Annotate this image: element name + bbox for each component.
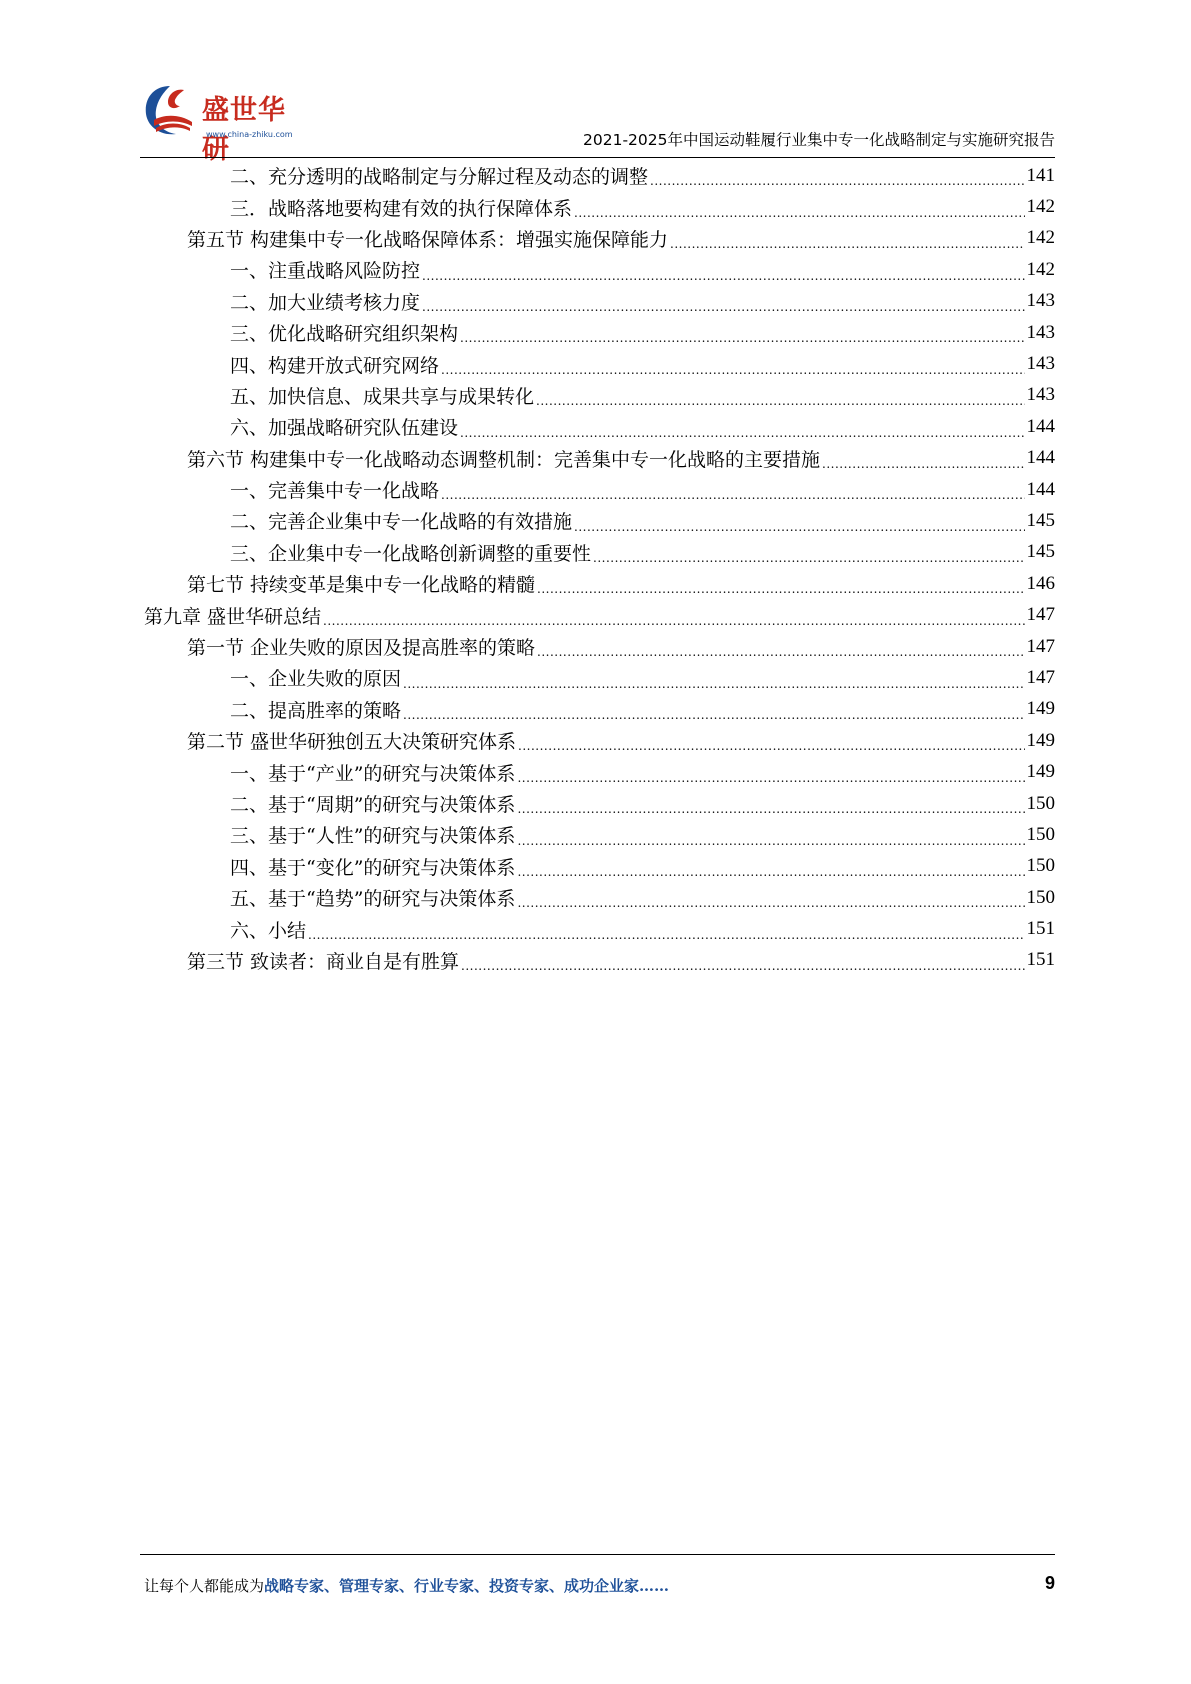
toc-entry[interactable]: [140, 317, 1055, 348]
toc-entry[interactable]: [140, 254, 1055, 285]
toc-entry-title: 第六节 构建集中专一化战略动态调整机制：完善集中专一化战略的主要措施: [187, 448, 821, 471]
toc-entry-title: 第三节 致读者：商业自是有胜算: [187, 950, 460, 973]
logo-url: www.china-zhiku.com: [206, 130, 293, 139]
toc-entry-title: 三、企业集中专一化战略创新调整的重要性: [230, 542, 592, 565]
page-header: [140, 80, 1055, 165]
toc-entry[interactable]: [140, 443, 1055, 474]
toc-entry-page: 151: [1026, 949, 1055, 971]
toc-entry[interactable]: [140, 694, 1055, 725]
toc-entry-title: 二、充分透明的战略制定与分解过程及动态的调整: [230, 166, 649, 189]
toc-dot-leader: [441, 360, 1024, 380]
toc-dot-leader: [650, 171, 1024, 191]
toc-entry-title: 二、完善企业集中专一化战略的有效措施: [230, 511, 573, 534]
toc-entry-title: 三、基于“人性”的研究与决策体系: [230, 825, 516, 848]
toc-entry-title: 二、提高胜率的策略: [230, 699, 402, 722]
toc-entry-page: 147: [1026, 604, 1055, 626]
toc-entry-page: 143: [1026, 290, 1055, 312]
toc-entry[interactable]: [140, 662, 1055, 693]
toc-entry-title: 五、基于“趋势”的研究与决策体系: [230, 888, 516, 911]
toc-entry[interactable]: [140, 851, 1055, 882]
toc-entry-title: 第九章 盛世华研总结: [144, 605, 322, 628]
toc-entry-title: 二、基于“周期”的研究与决策体系: [230, 794, 516, 816]
slogan-prefix: 让每个人都能成为: [144, 1577, 265, 1595]
toc-entry-title: 一、基于“产业”的研究与决策体系: [230, 762, 516, 785]
company-logo: [140, 80, 300, 165]
toc-dot-leader: [422, 266, 1024, 286]
toc-entry-page: 145: [1026, 541, 1055, 563]
toc-entry-page: 151: [1026, 918, 1055, 940]
toc-dot-leader: [822, 454, 1024, 474]
toc-entry-page: 147: [1026, 635, 1055, 657]
toc-dot-leader: [593, 548, 1024, 568]
toc-entry[interactable]: [140, 286, 1055, 317]
toc-entry-title: 第一节 企业失败的原因及提高胜率的策略: [187, 637, 536, 660]
toc-dot-leader: [461, 956, 1024, 976]
toc-dot-leader: [517, 799, 1024, 819]
toc-entry-page: 149: [1026, 698, 1055, 720]
toc-entry-title: 六、小结: [230, 919, 307, 942]
logo-text: 盛世华研: [202, 95, 286, 165]
toc-entry-page: 150: [1026, 886, 1055, 908]
footer-divider: [140, 1554, 1055, 1555]
toc-entry-title: 第五节 构建集中专一化战略保障体系：增强实施保障能力: [187, 228, 669, 251]
toc-entry[interactable]: [140, 725, 1055, 756]
toc-entry-title: 四、构建开放式研究网络: [230, 354, 440, 377]
page-number: 9: [1044, 1573, 1055, 1593]
toc-dot-leader: [517, 893, 1024, 913]
toc-entry-title: 四、基于“变化”的研究与决策体系: [230, 856, 516, 879]
toc-entry-page: 143: [1026, 384, 1055, 406]
toc-entry-page: 145: [1026, 509, 1055, 531]
toc-dot-leader: [536, 391, 1024, 411]
toc-entry-title: 一、注重战略风险防控: [230, 260, 421, 283]
toc-entry-page: 143: [1026, 321, 1055, 343]
toc-entry[interactable]: [140, 191, 1055, 222]
toc-entry[interactable]: [140, 631, 1055, 662]
toc-entry[interactable]: [140, 913, 1055, 944]
toc-entry-title: 第二节 盛世华研独创五大决策研究体系: [187, 731, 517, 754]
toc-entry-page: 144: [1026, 478, 1055, 500]
toc-entry-page: 143: [1026, 353, 1055, 375]
toc-dot-leader: [308, 925, 1024, 945]
toc-entry[interactable]: [140, 945, 1055, 976]
toc-entry-title: 一、企业失败的原因: [230, 668, 402, 691]
toc-entry-title: 一、完善集中专一化战略: [230, 480, 440, 503]
toc-entry-page: 150: [1026, 855, 1055, 877]
toc-entry-page: 149: [1026, 729, 1055, 751]
toc-entry-title: 二、加大业绩考核力度: [230, 291, 421, 314]
slogan-highlight: 战略专家、管理专家、行业专家、投资专家、成功企业家……: [264, 1577, 670, 1595]
toc-entry[interactable]: [140, 756, 1055, 787]
toc-entry[interactable]: [140, 819, 1055, 850]
toc-entry-page: 147: [1026, 666, 1055, 688]
toc-entry-page: 149: [1026, 761, 1055, 783]
toc-dot-leader: [574, 203, 1024, 223]
toc-entry-page: 150: [1026, 823, 1055, 845]
header-divider: [140, 157, 1055, 158]
toc-entry-page: 150: [1026, 792, 1055, 814]
toc-entry-title: 三．战略落地要构建有效的执行保障体系: [230, 197, 573, 220]
toc-entry[interactable]: [140, 160, 1055, 191]
toc-entry[interactable]: [140, 380, 1055, 411]
toc-entry-page: 142: [1026, 196, 1055, 218]
toc-entry[interactable]: [140, 537, 1055, 568]
toc-dot-leader: [574, 517, 1024, 537]
toc-entry-page: 144: [1026, 447, 1055, 469]
toc-entry[interactable]: [140, 348, 1055, 379]
toc-entry[interactable]: [140, 599, 1055, 630]
toc-entry[interactable]: [140, 788, 1055, 819]
toc-dot-leader: [323, 611, 1024, 631]
toc-entry-page: 142: [1026, 258, 1055, 280]
toc-entry-title: 三、优化战略研究组织架构: [230, 323, 459, 346]
toc-dot-leader: [537, 642, 1024, 662]
toc-dot-leader: [403, 705, 1024, 725]
toc-entry[interactable]: [140, 882, 1055, 913]
toc-dot-leader: [517, 862, 1024, 882]
toc-entry-page: 141: [1026, 164, 1055, 186]
toc-entry-title: 六、加强战略研究队伍建设: [230, 417, 459, 440]
document-title: 2021-2025年中国运动鞋履行业集中专一化战略制定与实施研究报告: [583, 131, 1055, 149]
toc-dot-leader: [517, 768, 1024, 788]
toc-dot-leader: [518, 736, 1024, 756]
toc-dot-leader: [537, 579, 1024, 599]
toc-entry[interactable]: [140, 223, 1055, 254]
toc-entry-title: 五、加快信息、成果共享与成果转化: [230, 385, 535, 408]
toc-entry[interactable]: [140, 411, 1055, 442]
toc-dot-leader: [670, 234, 1024, 254]
footer-slogan: [144, 1575, 669, 1596]
toc-entry-page: 144: [1026, 415, 1055, 437]
toc-dot-leader: [517, 831, 1024, 851]
toc-entry[interactable]: [140, 568, 1055, 599]
toc-dot-leader: [441, 485, 1024, 505]
toc-dot-leader: [460, 423, 1024, 443]
toc-dot-leader: [460, 328, 1024, 348]
toc-entry-page: 142: [1026, 227, 1055, 249]
toc-entry[interactable]: [140, 474, 1055, 505]
toc-dot-leader: [422, 297, 1024, 317]
table-of-contents: [140, 160, 1055, 976]
toc-entry-title: 第七节 持续变革是集中专一化战略的精髓: [187, 574, 536, 597]
toc-dot-leader: [403, 674, 1024, 694]
logo-mark-icon: [140, 80, 204, 144]
toc-entry[interactable]: [140, 505, 1055, 536]
toc-entry-page: 146: [1026, 572, 1055, 594]
